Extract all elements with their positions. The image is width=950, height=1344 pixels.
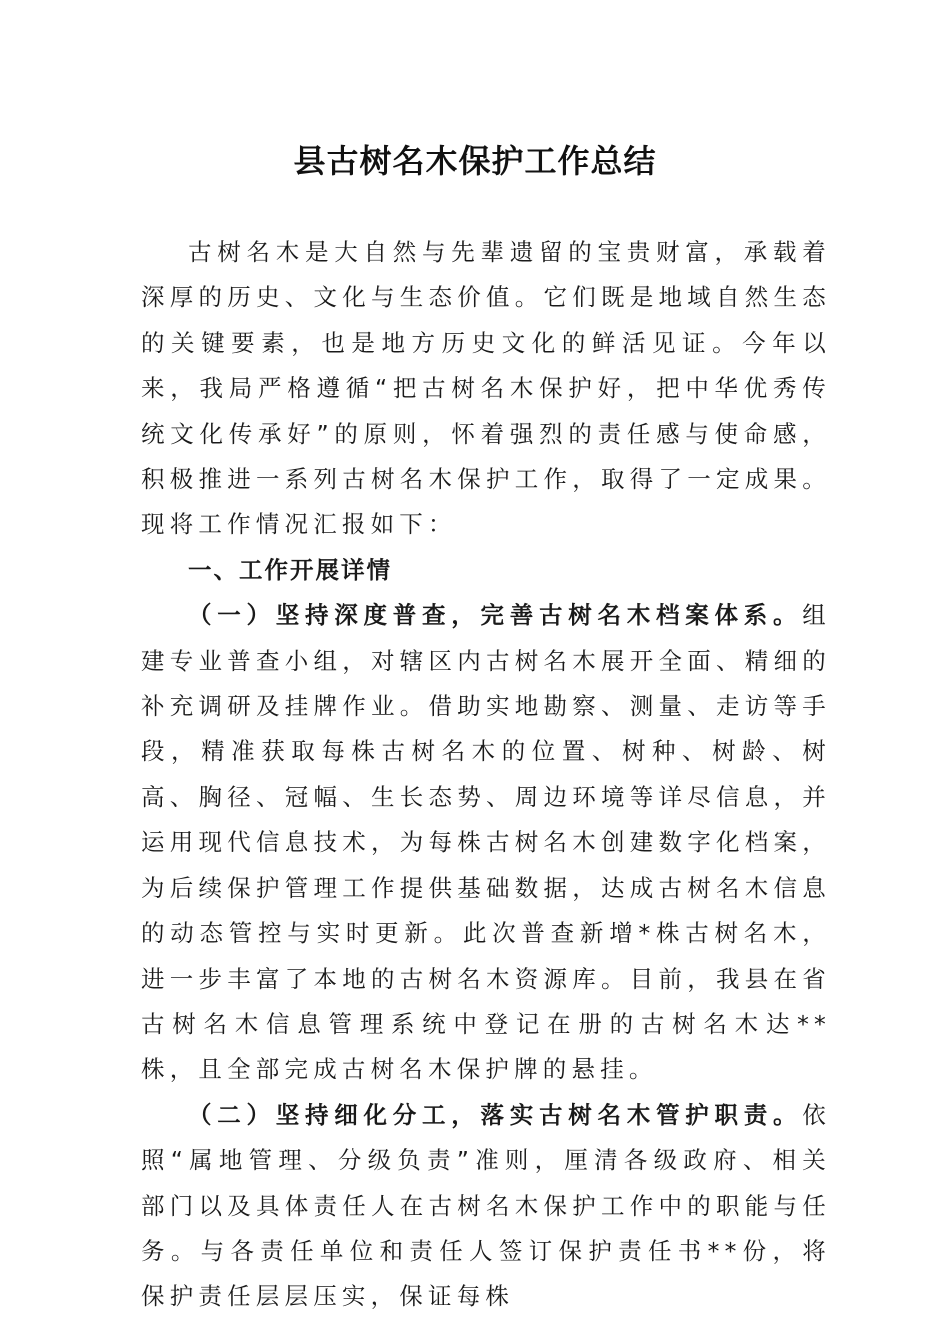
item-2-text: 依照“属地管理、分级负责”准则，厘清各级政府、相关部门以及具体责任人在古树名木保护工作中的职能与任务。与各责任单位和责任人签订保护责任书**份，将保护责任层层压实，保证每株 (141, 1100, 831, 1311)
document-title: 县古树名木保护工作总结 (293, 142, 657, 180)
document-body (141, 230, 831, 1320)
section-item-2 (141, 1093, 831, 1320)
item-1-text: 组建专业普查小组，对辖区内古树名木展开全面、精细的补充调研及挂牌作业。借助实地勘察、测量、走访等手段，精准获取每株古树名木的位置、树种、树龄、树高、胸径、冠幅、生长态势、周边环境等详尽信息，并运用现代信息技术，为每株古树名木创建数字化档案，为后续保护管理工作提供基础数据，达成古树名木信息的动态管控与实时更新。此次普查新增*株古树名木，进一步丰富了本地的古树名木资源库。目前，我县在省古树名木信息管理系统中登记在册的古树名木达**株，且全部完成古树名木保护牌的悬挂。 (141, 601, 831, 1084)
section-heading: 一、工作开展详情 (188, 555, 392, 584)
section-item-1 (141, 593, 831, 1092)
item-1-lead: （一）坚持深度普查，完善古树名木档案体系。 (188, 601, 803, 630)
intro-paragraph: 古树名木是大自然与先辈遗留的宝贵财富，承载着深厚的历史、文化与生态价值。它们既是地域自然生态的关键要素，也是地方历史文化的鲜活见证。今年以来，我局严格遵循“把古树名木保护好，把中华优秀传统文化传承好”的原则，怀着强烈的责任感与使命感，积极推进一系列古树名木保护工作，取得了一定成果。现将工作情况汇报如下： (141, 238, 831, 539)
item-2-lead: （二）坚持细化分工，落实古树名木管护职责。 (188, 1100, 803, 1129)
